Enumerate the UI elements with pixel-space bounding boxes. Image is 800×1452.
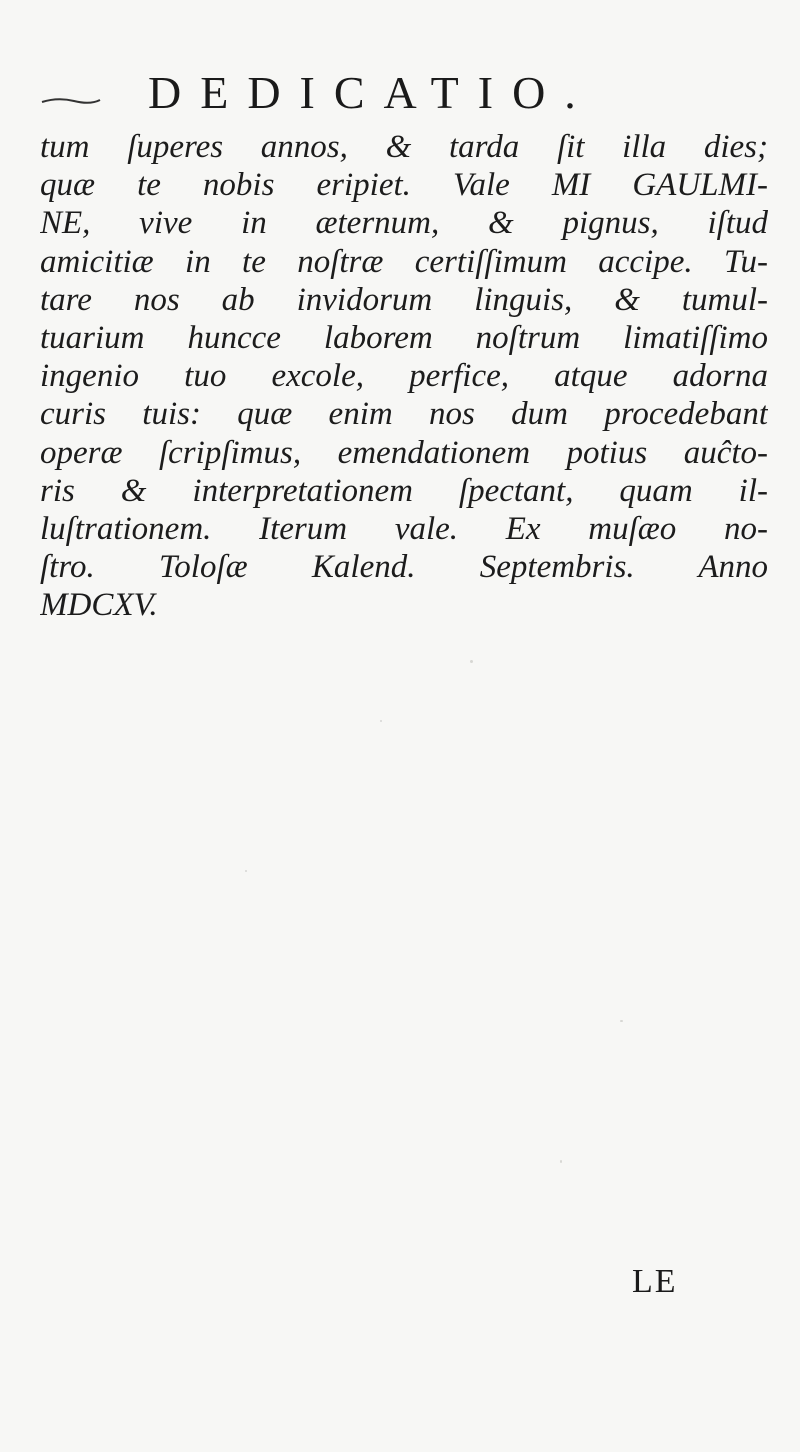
- text-line: amicitiæ in te noſtræ certiſſimum accipe. Tu-: [40, 243, 768, 280]
- text-line: tum ſuperes annos, & tarda ſit illa dies;: [40, 129, 768, 165]
- text-line: luſtrationem. Iterum vale. Ex muſæo no-: [40, 510, 768, 547]
- text-line: curis tuis: quæ enim nos dum procedebant: [40, 396, 768, 433]
- text-line: NE, vive in æternum, & pignus, iſtud: [40, 205, 768, 242]
- paper-speck: [620, 1020, 623, 1022]
- paper-speck: [380, 720, 382, 722]
- date-line: MDCXV.: [40, 587, 158, 624]
- dedication-text: [40, 128, 768, 624]
- text-line: operæ ſcripſimus, emendationem potius auĉto-: [40, 434, 768, 471]
- running-head: DEDICATIO.: [148, 67, 595, 118]
- paper-speck: [560, 1160, 562, 1163]
- catchword: LE: [632, 1263, 678, 1300]
- text-line: tare nos ab invidorum linguis, & tumul-: [40, 281, 768, 318]
- paper-speck: [470, 660, 473, 663]
- text-line: tuarium huncce laborem noſtrum limatiſſimo: [40, 319, 768, 356]
- text-line: ingenio tuo excole, perfice, atque adorna: [40, 358, 768, 395]
- paper-speck: [245, 870, 247, 872]
- ornament-rule-icon: [40, 96, 102, 106]
- text-line: quæ te nobis eripiet. Vale MI GAULMI-: [40, 167, 768, 204]
- text-line: ſtro. Toloſæ Kalend. Septembris. Anno: [40, 549, 768, 586]
- text-line: ris & interpretationem ſpectant, quam il-: [40, 472, 768, 509]
